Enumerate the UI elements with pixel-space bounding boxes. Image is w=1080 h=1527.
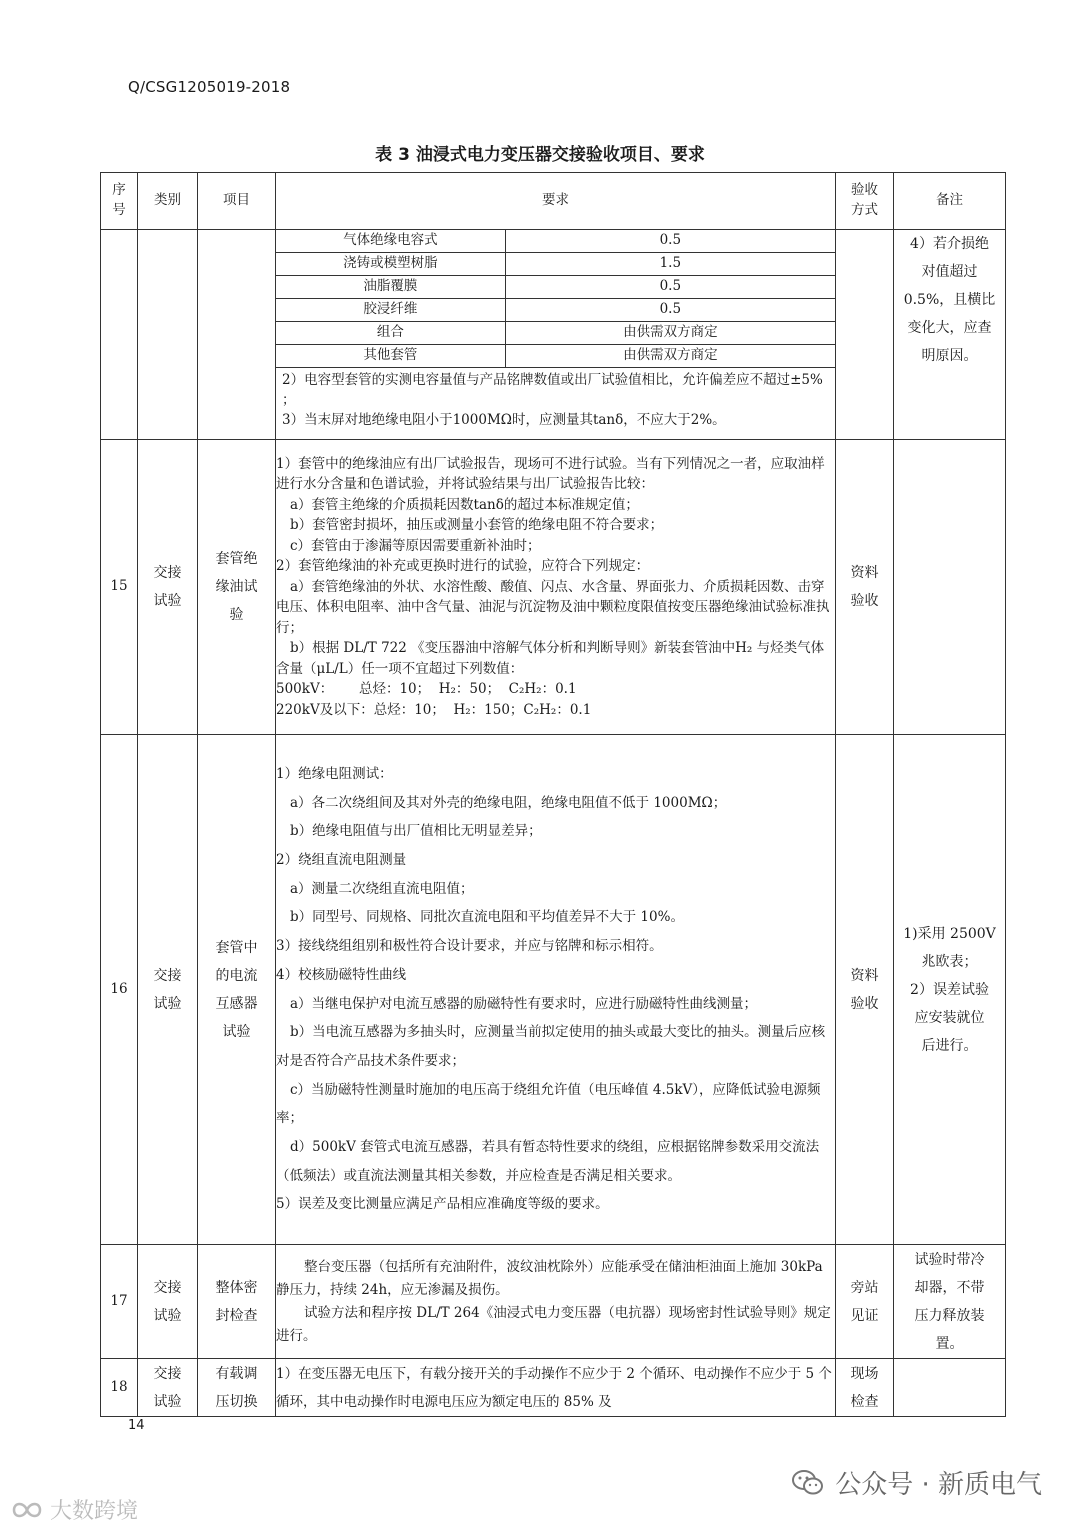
inner-row: 组合 由供需双方商定	[276, 322, 835, 345]
category-cell: 交接 试验	[138, 735, 198, 1245]
item-cell: 整体密 封检查	[198, 1245, 276, 1359]
header-remark: 备注	[894, 173, 1006, 230]
row-number: 16	[101, 735, 138, 1245]
header-category: 类别	[138, 173, 198, 230]
table-row	[101, 440, 1006, 735]
header-row	[101, 173, 1006, 230]
requirement-cell: 1）套管中的绝缘油应有出厂试验报告，现场可不进行试验。当有下列情况之一者，应取油样进行水分含量和色谱试验，并将试验结果与出厂试验报告比较： a）套管主绝缘的介质损耗因数tanδ的超过本标准规定值； b）套管密封损坏，抽压或测量小套管的绝缘电阻不符合要求； c）套管由于渗漏等原因需要重新补油时； 2）套管绝缘油的补充或更换时进行的试验，应符合下列规定： a）套管绝缘油的外状、水溶性酸、酸值、闪点、水含量、界面张力、介质损耗因数、击穿电压、体积电阻率、油中含气量、油泥与沉淀物及油中颗粒度限值按变压器绝缘油试验标准执行； b）根据 DL/T 722 《变压器油中溶解气体分析和判断导则》新装套管油中H₂ 与烃类气体含量（μL/L）任一项不宜超过下列数值： 500kV： 总烃：10； H₂：50； C₂H₂：0.1 220kV及以下：总烃：10； H₂：150；C₂H₂：0.1	[276, 440, 836, 735]
method-cell: 现场 检查	[836, 1359, 894, 1417]
header-no: 序 号	[101, 173, 138, 230]
table-row	[101, 735, 1006, 1245]
requirement-line: 3）当末屏对地绝缘电阻小于1000MΩ时，应测量其tanδ，不应大于2%。	[282, 412, 726, 428]
requirement-line: 2）电容型套管的实测电容量值与产品铭牌数值或出厂试验值相比，允许偏差应不超过±5% ；	[282, 372, 823, 408]
remark-cell: 1)采用 2500V 兆欧表； 2）误差试验 应安装就位 后进行。	[894, 735, 1006, 1245]
loop-logo-icon	[10, 1499, 44, 1521]
row-number: 15	[101, 440, 138, 735]
brand-watermark: 大数跨境	[10, 1494, 138, 1525]
row-number: 17	[101, 1245, 138, 1359]
inner-row: 其他套管 由供需双方商定	[276, 345, 835, 368]
document-code: Q/CSG1205019-2018	[128, 78, 291, 96]
inner-row: 胶浸纤维 0.5	[276, 299, 835, 322]
category-cell: 交接 试验	[138, 440, 198, 735]
method-cell: 旁站 见证	[836, 1245, 894, 1359]
item-cell: 套管绝 缘油试 验	[198, 440, 276, 735]
header-requirement: 要求	[276, 173, 836, 230]
sleeve-tan-delta-table	[276, 230, 835, 368]
header-method: 验收 方式	[836, 173, 894, 230]
inner-row: 油脂覆膜 0.5	[276, 276, 835, 299]
method-cell: 资料 验收	[836, 440, 894, 735]
wechat-watermark: 公众号 · 新质电气	[791, 1464, 1042, 1501]
header-item: 项目	[198, 173, 276, 230]
table-row	[101, 1245, 1006, 1359]
requirement-cell: 1）绝缘电阻测试： a）各二次绕组间及其对外壳的绝缘电阻，绝缘电阻值不低于 1000MΩ； b）绝缘电阻值与出厂值相比无明显差异； 2）绕组直流电阻测量 a）测量二次绕组直流电阻值； b）同型号、同规格、同批次直流电阻和平均值差异不大于 10%。 3）接线绕组组别和极性符合设计要求，并应与铭牌和标示相符。 4）校核励磁特性曲线 a）当继电保护对电流互感器的励磁特性有要求时，应进行励磁特性曲线测量； b）当电流互感器为多抽头时，应测量当前拟定使用的抽头或最大变比的抽头。测量后应核对是否符合产品技术条件要求； c）当励磁特性测量时施加的电压高于绕组允许值（电压峰值 4.5kV），应降低试验电源频率； d）500kV 套管式电流互感器，若具有暂态特性要求的绕组，应根据铭牌参数采用交流法（低频法）或直流法测量其相关参数，并应检查是否满足相关要求。 5）误差及变比测量应满足产品相应准确度等级的要求。	[276, 735, 836, 1245]
requirement-cell	[276, 230, 836, 440]
category-cell: 交接 试验	[138, 1359, 198, 1417]
row-number: 18	[101, 1359, 138, 1417]
remark-cell: 试验时带冷 却器，不带 压力释放装 置。	[894, 1245, 1006, 1359]
table-row	[101, 230, 1006, 440]
inner-row: 气体绝缘电容式 0.5	[276, 230, 835, 253]
category-cell: 交接 试验	[138, 1245, 198, 1359]
acceptance-table	[100, 172, 1006, 1417]
remark-cell: 4）若介损绝 对值超过 0.5%，且横比 变化大，应查 明原因。	[894, 230, 1006, 440]
table-row	[101, 1359, 1006, 1417]
wechat-icon	[791, 1468, 825, 1498]
method-cell: 资料 验收	[836, 735, 894, 1245]
item-cell: 有载调 压切换	[198, 1359, 276, 1417]
page-number: 14	[128, 1418, 145, 1433]
table-title: 表 3 油浸式电力变压器交接验收项目、要求	[375, 145, 705, 165]
inner-row: 浇铸或模塑树脂 1.5	[276, 253, 835, 276]
item-cell: 套管中 的电流 互感器 试验	[198, 735, 276, 1245]
requirement-cell: 1）在变压器无电压下，有载分接开关的手动操作不应少于 2 个循环、电动操作不应少于 5 个循环，其中电动操作时电源电压应为额定电压的 85% 及	[276, 1359, 836, 1417]
requirement-cell: 整台变压器（包括所有充油附件，波纹油枕除外）应能承受在储油柜油面上施加 30kPa 静压力，持续 24h，应无渗漏及损伤。 试验方法和程序按 DL/T 264《油浸式电力变压器（电抗器）现场密封性试验导则》规定进行。	[276, 1245, 836, 1359]
